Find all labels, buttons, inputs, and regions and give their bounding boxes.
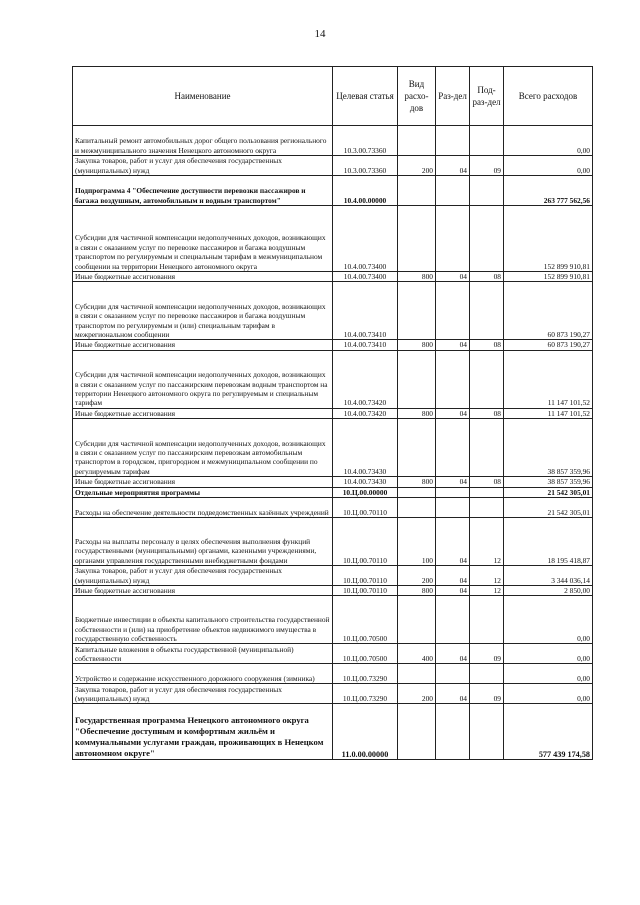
- cell-name: Иные бюджетные ассигнования: [73, 340, 333, 350]
- cell-name: Субсидии для частичной компенсации недополученных доходов, возникающих в связи с оказанием услуг по пассажирским перевозкам автомобильным транспортом в городском, пригородном и межмуниципальном сообщении по регулируемым тарифам: [73, 419, 333, 477]
- cell-total: 577 439 174,58: [504, 704, 593, 760]
- cell-razdel: 04: [436, 644, 470, 664]
- cell-total: 0,00: [504, 664, 593, 684]
- cell-razdel: 04: [436, 272, 470, 282]
- cell-name: Подпрограмма 4 "Обеспечение доступности перевозки пассажиров и багажа воздушным, автомобильным и водным транспортом": [73, 176, 333, 206]
- table-row: [73, 340, 593, 350]
- table-row: [73, 487, 593, 497]
- cell-vid: 800: [398, 408, 436, 418]
- cell-razdel: 04: [436, 586, 470, 596]
- cell-razdel: 04: [436, 408, 470, 418]
- cell-target-code: 10.Ц.00.70110: [333, 586, 398, 596]
- cell-total: 18 195 418,87: [504, 518, 593, 566]
- cell-vid: [398, 704, 436, 760]
- cell-name: Закупка товаров, работ и услуг для обеспечения государственных (муниципальных) нужд: [73, 684, 333, 704]
- cell-target-code: 10.4.00.73430: [333, 477, 398, 487]
- cell-podrazdel: 08: [470, 477, 504, 487]
- cell-podrazdel: [470, 126, 504, 156]
- cell-podrazdel: 09: [470, 156, 504, 176]
- cell-total: 3 344 036,14: [504, 566, 593, 586]
- cell-podrazdel: 08: [470, 340, 504, 350]
- cell-total: 11 147 101,52: [504, 408, 593, 418]
- cell-name: Расходы на выплаты персоналу в целях обеспечения выполнения функций государственными (муниципальными) органами, казенными учреждениями, органами управления государственными внебюджетными фондами: [73, 518, 333, 566]
- cell-podrazdel: [470, 282, 504, 340]
- cell-total: 21 542 305,01: [504, 487, 593, 497]
- table-header-row: [73, 67, 593, 126]
- table-row: [73, 156, 593, 176]
- cell-razdel: [436, 350, 470, 408]
- cell-razdel: [436, 206, 470, 272]
- header-podrazdel: Под-раз-дел: [470, 67, 504, 126]
- cell-podrazdel: [470, 350, 504, 408]
- cell-podrazdel: 08: [470, 408, 504, 418]
- page-number: 14: [314, 28, 326, 40]
- cell-razdel: [436, 704, 470, 760]
- cell-podrazdel: 09: [470, 644, 504, 664]
- cell-vid: [398, 498, 436, 518]
- cell-vid: 200: [398, 684, 436, 704]
- cell-name: Закупка товаров, работ и услуг для обеспечения государственных (муниципальных) нужд: [73, 566, 333, 586]
- cell-total: 60 873 190,27: [504, 282, 593, 340]
- table-row: [73, 477, 593, 487]
- cell-vid: [398, 350, 436, 408]
- cell-target-code: 10.3.00.73360: [333, 156, 398, 176]
- cell-target-code: 10.4.00.73430: [333, 419, 398, 477]
- cell-razdel: [436, 282, 470, 340]
- table-row: [73, 419, 593, 477]
- table-row: [73, 126, 593, 156]
- cell-podrazdel: 12: [470, 566, 504, 586]
- cell-razdel: 04: [436, 684, 470, 704]
- cell-vid: [398, 126, 436, 156]
- cell-total: 152 899 910,81: [504, 206, 593, 272]
- table-row: [73, 408, 593, 418]
- cell-vid: 100: [398, 518, 436, 566]
- cell-target-code: 10.4.00.73420: [333, 408, 398, 418]
- cell-target-code: 10.Ц.00.70110: [333, 498, 398, 518]
- cell-vid: [398, 282, 436, 340]
- cell-podrazdel: 09: [470, 684, 504, 704]
- cell-name: Иные бюджетные ассигнования: [73, 586, 333, 596]
- cell-name: Иные бюджетные ассигнования: [73, 408, 333, 418]
- table-row: [73, 644, 593, 664]
- cell-razdel: 04: [436, 518, 470, 566]
- cell-name: Субсидии для частичной компенсации недополученных доходов, возникающих в связи с оказанием услуг по перевозке пассажиров и багажа воздушным транспортом по регулируемым и (или) специальным тарифам в межрегиональном сообщении: [73, 282, 333, 340]
- cell-total: 38 857 359,96: [504, 419, 593, 477]
- cell-total: 0,00: [504, 644, 593, 664]
- cell-vid: [398, 596, 436, 644]
- cell-vid: 400: [398, 644, 436, 664]
- cell-razdel: 04: [436, 566, 470, 586]
- table-row: [73, 282, 593, 340]
- cell-vid: 800: [398, 340, 436, 350]
- cell-target-code: 10.Ц.00.00000: [333, 487, 398, 497]
- cell-razdel: [436, 596, 470, 644]
- cell-podrazdel: [470, 206, 504, 272]
- header-name: Наименование: [73, 67, 333, 126]
- cell-vid: 800: [398, 477, 436, 487]
- cell-vid: [398, 419, 436, 477]
- cell-target-code: 10.Ц.00.73290: [333, 684, 398, 704]
- cell-name: Субсидии для частичной компенсации недополученных доходов, возникающих в связи с оказанием услуг по пассажирским перевозкам водным транспортом на территории Ненецкого автономного округа по регулируемым и специальным тарифам: [73, 350, 333, 408]
- cell-total: 0,00: [504, 596, 593, 644]
- cell-name: Расходы на обеспечение деятельности подведомственных казённых учреждений: [73, 498, 333, 518]
- header-razdel: Раз-дел: [436, 67, 470, 126]
- cell-target-code: 10.4.00.73420: [333, 350, 398, 408]
- cell-name: Иные бюджетные ассигнования: [73, 272, 333, 282]
- cell-target-code: 10.4.00.73400: [333, 206, 398, 272]
- cell-razdel: [436, 126, 470, 156]
- cell-vid: 200: [398, 566, 436, 586]
- cell-name: Отдельные мероприятия программы: [73, 487, 333, 497]
- cell-target-code: 10.3.00.73360: [333, 126, 398, 156]
- cell-razdel: [436, 419, 470, 477]
- cell-vid: 200: [398, 156, 436, 176]
- cell-target-code: 11.0.00.00000: [333, 704, 398, 760]
- header-target: Целевая статья: [333, 67, 398, 126]
- table-row: [73, 586, 593, 596]
- table-row: [73, 206, 593, 272]
- cell-total: 2 850,00: [504, 586, 593, 596]
- cell-vid: 800: [398, 272, 436, 282]
- cell-razdel: [436, 487, 470, 497]
- table-row: [73, 350, 593, 408]
- cell-podrazdel: [470, 664, 504, 684]
- cell-podrazdel: 12: [470, 586, 504, 596]
- cell-total: 60 873 190,27: [504, 340, 593, 350]
- table-row: [73, 664, 593, 684]
- cell-name: Иные бюджетные ассигнования: [73, 477, 333, 487]
- cell-target-code: 10.Ц.00.70500: [333, 644, 398, 664]
- cell-target-code: 10.4.00.00000: [333, 176, 398, 206]
- cell-podrazdel: 12: [470, 518, 504, 566]
- cell-target-code: 10.Ц.00.70500: [333, 596, 398, 644]
- cell-razdel: 04: [436, 477, 470, 487]
- cell-name: Устройство и содержание искусственного дорожного сооружения (зимника): [73, 664, 333, 684]
- cell-razdel: [436, 176, 470, 206]
- table-row: [73, 498, 593, 518]
- cell-target-code: 10.Ц.00.70110: [333, 566, 398, 586]
- table-row: [73, 518, 593, 566]
- header-vid: Вид расхо-дов: [398, 67, 436, 126]
- cell-name: Субсидии для частичной компенсации недополученных доходов, возникающих в связи с оказанием услуг по перевозке пассажиров и багажа воздушным транспортом по регулируемым и специальным тарифам в межмуниципальном сообщении на территории Ненецкого автономного округа: [73, 206, 333, 272]
- cell-total: 0,00: [504, 684, 593, 704]
- cell-name: Бюджетные инвестиции в объекты капитального строительства государственной собственности и (или) на приобретение объектов недвижимого имущества в государственную собственность: [73, 596, 333, 644]
- cell-podrazdel: 08: [470, 272, 504, 282]
- cell-podrazdel: [470, 498, 504, 518]
- cell-name: Закупка товаров, работ и услуг для обеспечения государственных (муниципальных) нужд: [73, 156, 333, 176]
- cell-vid: [398, 176, 436, 206]
- cell-name: Государственная программа Ненецкого автономного округа "Обеспечение доступным и комфортным жильём и коммунальными услугами граждан, проживающих в Ненецком автономном округе": [73, 704, 333, 760]
- cell-razdel: [436, 664, 470, 684]
- cell-total: 0,00: [504, 126, 593, 156]
- cell-vid: [398, 487, 436, 497]
- cell-podrazdel: [470, 596, 504, 644]
- cell-target-code: 10.Ц.00.70110: [333, 518, 398, 566]
- cell-vid: 800: [398, 586, 436, 596]
- cell-podrazdel: [470, 176, 504, 206]
- cell-total: 0,00: [504, 156, 593, 176]
- cell-name: Капитальные вложения в объекты государственной (муниципальной) собственности: [73, 644, 333, 664]
- cell-vid: [398, 664, 436, 684]
- cell-podrazdel: [470, 704, 504, 760]
- table-row: [73, 566, 593, 586]
- cell-target-code: 10.4.00.73410: [333, 282, 398, 340]
- cell-target-code: 10.4.00.73400: [333, 272, 398, 282]
- cell-razdel: 04: [436, 156, 470, 176]
- cell-vid: [398, 206, 436, 272]
- cell-razdel: 04: [436, 340, 470, 350]
- cell-total: 11 147 101,52: [504, 350, 593, 408]
- cell-razdel: [436, 498, 470, 518]
- cell-target-code: 10.Ц.00.73290: [333, 664, 398, 684]
- table-row: [73, 704, 593, 760]
- cell-name: Капитальный ремонт автомобильных дорог общего пользования регионального и межмуниципального значения Ненецкого автономного округа: [73, 126, 333, 156]
- cell-podrazdel: [470, 419, 504, 477]
- table-row: [73, 596, 593, 644]
- header-total: Всего расходов: [504, 67, 593, 126]
- cell-target-code: 10.4.00.73410: [333, 340, 398, 350]
- cell-total: 21 542 305,01: [504, 498, 593, 518]
- budget-table: [72, 66, 593, 760]
- table-row: [73, 684, 593, 704]
- table-row: [73, 176, 593, 206]
- cell-total: 38 857 359,96: [504, 477, 593, 487]
- cell-total: 152 899 910,81: [504, 272, 593, 282]
- cell-podrazdel: [470, 487, 504, 497]
- cell-total: 263 777 562,56: [504, 176, 593, 206]
- table-row: [73, 272, 593, 282]
